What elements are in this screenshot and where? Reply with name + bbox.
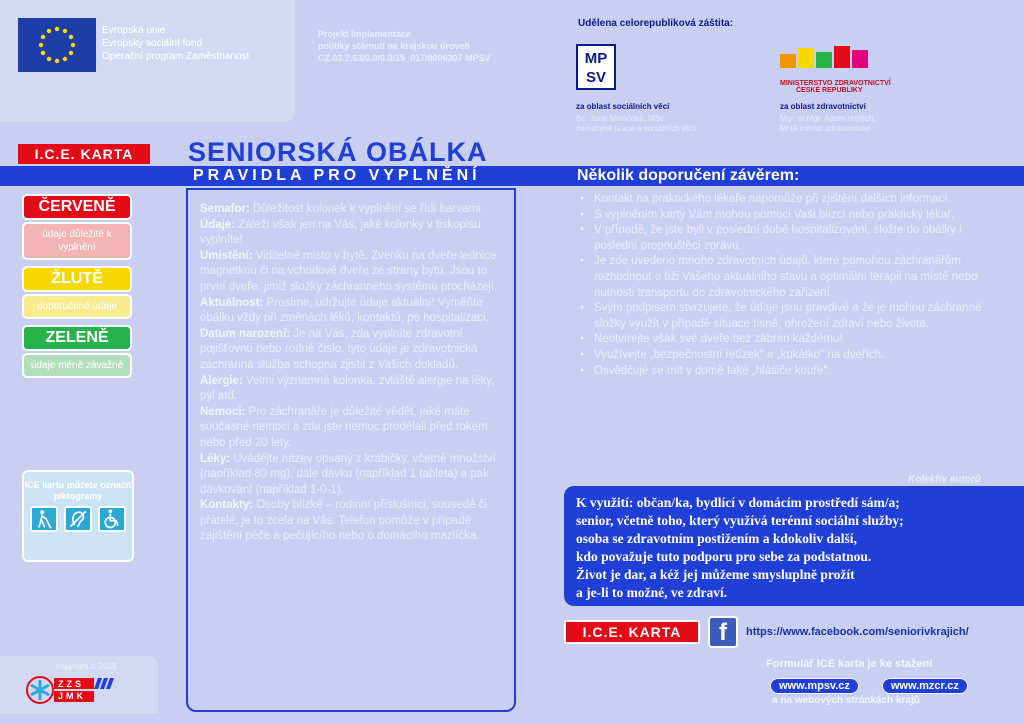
rule-item: Léky: Uvádějte název opsaný z krabičky, včetně množství (například 80 mg), dále dávku (například 1 tableta) a pak dávkování (například 1-0-1). bbox=[200, 452, 496, 496]
list-item: • Je zde uvedeno mnoho zdravotních údajů, které pomohou záchranářům rozhodnout o tíži Vašeho aktuálního stavu a optimální terapii na místě nebo nutnosti transportu do zdravotnického zařízení. bbox=[576, 254, 996, 301]
target-group-box bbox=[564, 486, 1024, 606]
list-item: • Neotvírejte však své dveře bez zábran každému! bbox=[576, 332, 996, 348]
sponsor-area bbox=[568, 18, 1024, 148]
wheelchair-icon bbox=[98, 506, 126, 532]
recommendations-list bbox=[576, 192, 996, 379]
sponsor-title: Udělena celorepubliková záštita: bbox=[578, 18, 734, 29]
color-legend bbox=[22, 194, 136, 384]
rule-item: Umístění: Viditelné místo v bytě. Zvenku na dveře lednice magnetkou či na vchodové dveře ze strany bytu. Jsou to první dveře, jimiž složky záchranného systému procházejí. bbox=[200, 249, 498, 293]
zzs-logo bbox=[24, 670, 120, 710]
rule-item: Údaje: Záleží však jen na Vás, jaké kolonky v tiskopisu vyplníte! bbox=[200, 218, 481, 247]
authors-signature: Kolektiv autorů bbox=[908, 474, 981, 485]
use-line: Život je dar, a kéž jej můžeme smysluplně prožít bbox=[576, 567, 855, 582]
mpsv-link[interactable]: www.mpsv.cz bbox=[770, 678, 859, 694]
list-item: • Využívejte „bezpečnostní řetízek" a „kukátko" na dveřích. bbox=[576, 348, 996, 364]
rule-item: Kontakty: Osoby blízké – rodinní příslušníci, sousedé či přátelé, je to zcela na Vás. Telefon pomůže v případě zajištění péče a pečujícího nebo o domácího mazlíčka. bbox=[200, 499, 487, 543]
rule-item: Datum narození: Je na Vás, zda vyplníte zdravotní pojišťovnu nebo rodné číslo, tyto údaje je zdravotnická záchranná služba schopna zjistit z Vašich dokladů. bbox=[200, 327, 478, 371]
mpsv-logo: MP SV bbox=[576, 44, 616, 90]
list-item: • S vyplněním karty Vám mohou pomoci Vaši blízcí nebo praktický lékař. bbox=[576, 208, 996, 224]
eu-flag-icon bbox=[18, 18, 96, 72]
use-line: kdo považuje tuto podporu pro sebe za podstatnou. bbox=[576, 549, 872, 564]
legend-green-desc: údaje méně závažné bbox=[22, 353, 132, 378]
list-item: • Svým podpisem stvrzujete, že údaje jsou pravdivé a že je mohou záchranné složky využít v případě situace tísně, ohrožení zdraví nebo života. bbox=[576, 301, 996, 332]
legend-green-label: ZELENĚ bbox=[22, 325, 132, 351]
rule-item: Aktuálnost: Prosíme, udržujte údaje aktuální! Vyměňte obálku vždy při změnách léků, kontaktů, po hospitalizaci. bbox=[200, 296, 489, 325]
pictogram-text: ICE kartu můžete označit piktogramy bbox=[24, 480, 132, 501]
legend-yellow-desc: doporučené údaje bbox=[22, 294, 132, 319]
list-item: • Osvědčuje se mít v domě také „hlásiče kouře". bbox=[576, 364, 996, 380]
facebook-icon[interactable]: f bbox=[708, 616, 738, 648]
rule-item: Nemoci: Pro záchranáře je důležité vědět, jaké máte současné nemoci a zda jste nemoc prodělali před rokem nebo před 20 lety. bbox=[200, 405, 488, 449]
use-line: a je-li to možné, ve zdraví. bbox=[576, 585, 728, 600]
recommendations-title: Několik doporučení závěrem: bbox=[577, 167, 800, 184]
use-line: osoba se zdravotním postižením a kdokoliv další, bbox=[576, 531, 857, 546]
mz-person: Mgr. et Mgr. Adam Vojtěch, MHA ministr zdravotnictví bbox=[780, 114, 876, 133]
legend-yellow-label: ŽLUTĚ bbox=[22, 266, 132, 292]
project-info-panel bbox=[0, 0, 295, 122]
mz-area-label: za oblast zdravotnictví bbox=[780, 102, 866, 111]
list-item: • V případě, že jste byli v poslední době hospitalizováni, složte do obálky i poslední propouštěcí zprávu. bbox=[576, 223, 996, 254]
form-download-note: Formulář ICE karta je ke stažení bbox=[766, 658, 933, 670]
rule-item: Semafor: Důležitost kolonek k vyplnění se řídí barvami. bbox=[200, 203, 484, 215]
mz-logo bbox=[780, 44, 880, 78]
hearing-impaired-icon bbox=[64, 506, 92, 532]
use-line: K využití: občan/ka, bydlící v domácím prostředí sám/a; bbox=[576, 495, 900, 510]
mz-name: MINISTERSTVO ZDRAVOTNICTVÍ ČESKÉ REPUBLIKY bbox=[780, 80, 891, 94]
url-row bbox=[770, 676, 968, 694]
web-note: a na webových stránkách krajů bbox=[772, 695, 920, 706]
use-line: senior, včetně toho, který využívá terénní sociální služby; bbox=[576, 513, 904, 528]
mpsv-area-label: za oblast sociálních věcí bbox=[576, 102, 670, 111]
eu-program-text: Evropská unie Evropský sociální fond Operační program Zaměstnanost bbox=[102, 25, 250, 62]
list-item: • Kontakt na praktického lékaře napomůže při zjištění dalších informací. bbox=[576, 192, 996, 208]
ice-card-label-footer: I.C.E. KARTA bbox=[564, 620, 700, 644]
facebook-link[interactable]: https://www.facebook.com/seniorivkrajich/ bbox=[746, 626, 969, 638]
page-subtitle: PRAVIDLA PRO VYPLNĚNÍ bbox=[193, 167, 481, 184]
mzcr-link[interactable]: www.mzcr.cz bbox=[882, 678, 968, 694]
copyright-text: copyright © 2019 bbox=[56, 662, 117, 671]
rules-panel bbox=[186, 188, 516, 712]
zzs-logo-text: ZZS JMK bbox=[58, 679, 87, 701]
rule-item: Alergie: Velmi významná kolonka, zvláště alergie na léky, pyl atd. bbox=[200, 374, 495, 403]
header-band bbox=[0, 166, 1024, 186]
project-title-text: Projekt Implementace politiky stárnutí na krajskou úroveň CZ.03.2.63/0.0/0.0/15_017/0006307 MPSV bbox=[318, 29, 491, 63]
legend-red-desc: údaje důležité k vyplnění bbox=[22, 222, 132, 260]
mpsv-person: Bc. Jana Maláčová, MSc. ministryně práce a sociálních věcí bbox=[576, 114, 697, 133]
blind-person-icon bbox=[30, 506, 58, 532]
legend-red-label: ČERVENĚ bbox=[22, 194, 132, 220]
zzs-footer bbox=[0, 656, 158, 714]
ice-card-label: I.C.E. KARTA bbox=[18, 144, 150, 164]
page-title: SENIORSKÁ OBÁLKA bbox=[188, 137, 488, 167]
pictogram-box bbox=[22, 470, 134, 562]
